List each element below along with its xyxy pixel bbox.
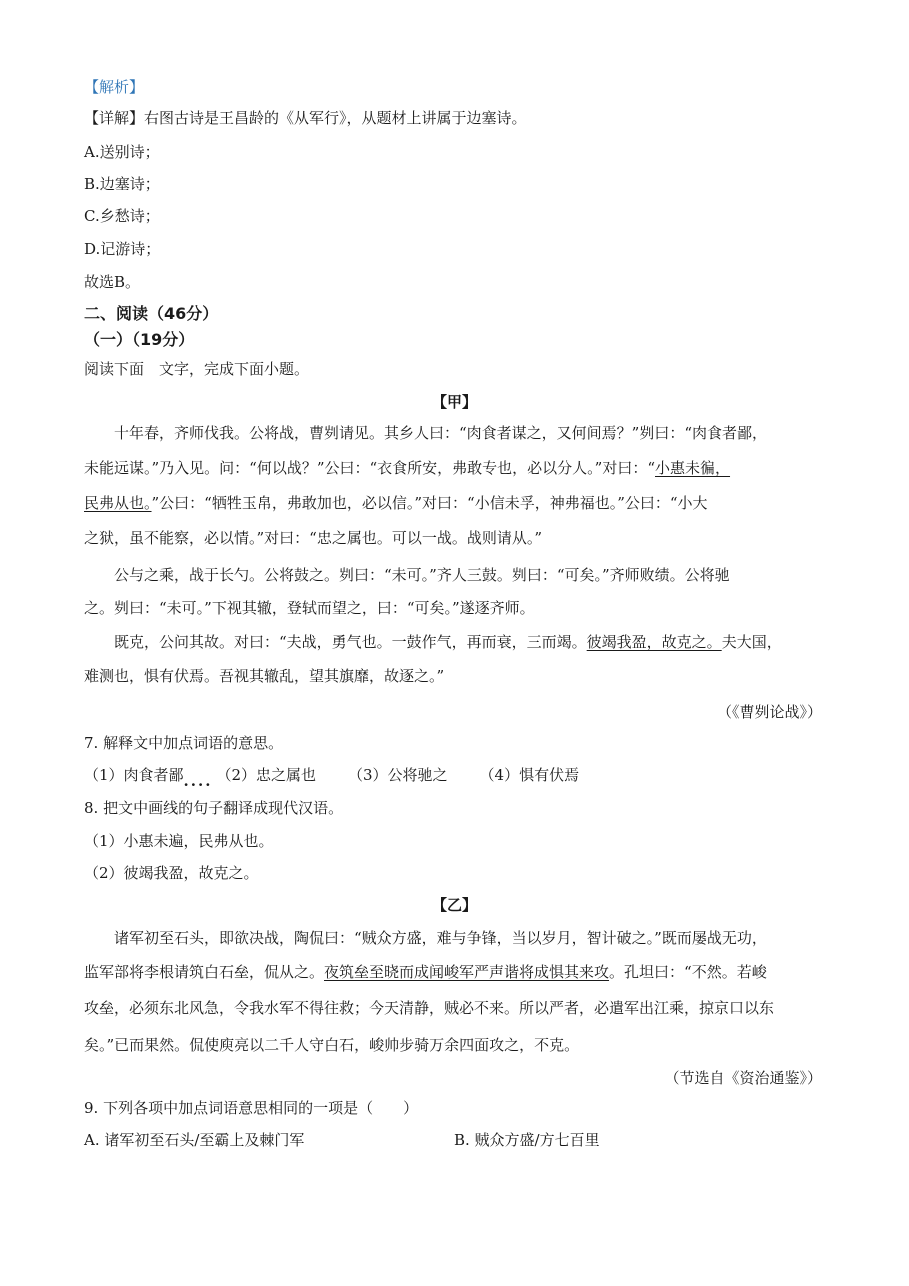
q7-item-3: （3）公将驰之	[347, 766, 448, 784]
q9-option-a: A. 诸军初至石头/至霸上及棘门军	[84, 1131, 305, 1149]
section-subtitle: （一）（19分）	[84, 330, 195, 349]
jia-line-7	[84, 632, 826, 652]
jia-line-7-text: 既克，公问其故。对曰：“夫战，勇气也。一鼓作气，再而衰，三而竭。	[114, 633, 587, 651]
option-b: B.边塞诗；	[84, 175, 160, 193]
answer: 故选B。	[84, 273, 141, 291]
q7-item-4: （4）惧有伏焉	[479, 766, 580, 784]
jia-line-4: 之狱，虽不能察，必以情。”对曰：“忠之属也。可以一战。战则请从。”	[84, 529, 543, 547]
option-c: C.乡愁诗；	[84, 207, 160, 225]
q9-option-b: B. 贼众方盛/方七百里	[454, 1131, 600, 1149]
passage-jia-label: 【甲】	[431, 393, 477, 411]
jia-line-2	[84, 458, 826, 478]
q7-item-2: （2）忠之属也	[216, 766, 316, 784]
section-title: 二、阅读（46分）	[84, 304, 219, 323]
q8-stem: 8. 把文中画线的句子翻译成现代汉语。	[84, 799, 344, 817]
q9-stem: 9. 下列各项中加点词语意思相同的一项是（ ）	[84, 1099, 419, 1117]
underlined-sentence-1b: 民弗从也。	[84, 494, 152, 512]
q7-items	[84, 765, 580, 790]
q7-item-1: （1）肉食者鄙	[84, 766, 184, 784]
jia-line-3-text: ”公曰：“牺牲玉帛，弗敢加也，必以信。”对曰：“小信未孚，神弗福也。”公曰：“小大	[151, 494, 708, 512]
emphasis-dots: ....	[183, 772, 213, 790]
option-d: D.记游诗；	[84, 240, 161, 258]
detail-text: 右图古诗是王昌龄的《从军行》，从题材上讲属于边塞诗。	[144, 109, 527, 127]
jia-line-7-tail: 夫大国，	[721, 633, 782, 651]
yi-source: （节选自《资治通鉴》）	[664, 1069, 822, 1087]
jia-line-2-text: 未能远谋。”乃入见。问：“何以战？”公曰：“衣食所安，弗敢专也，必以分人。”对曰：“	[84, 459, 656, 477]
jia-source: （《曹刿论战》）	[716, 703, 822, 721]
q8-item-2: （2）彼竭我盈，故克之。	[84, 864, 259, 882]
underlined-sentence-2: 彼竭我盈，故克之。	[586, 633, 722, 651]
q8-item-1: （1）小惠未遍，民弗从也。	[84, 832, 274, 850]
jia-line-6: 之。刿曰：“未可。”下视其辙，登轼而望之，曰：“可矣。”遂逐齐师。	[84, 599, 535, 617]
underlined-sentence-1a: 小惠未徧，	[655, 459, 731, 477]
analysis-detail	[84, 108, 527, 128]
yi-line-2-text: 监军部将李根请筑白石垒，侃从之。	[84, 963, 325, 981]
analysis-tag: 【解析】	[84, 78, 145, 96]
yi-line-2-tail: 。孔坦曰：“不然。若峻	[609, 963, 767, 981]
passage-yi-label: 【乙】	[431, 896, 477, 914]
jia-line-8: 难测也，惧有伏焉。吾视其辙乱，望其旗靡，故逐之。”	[84, 667, 445, 685]
underlined-sentence-3: 夜筑垒至晓而成闻峻军严声谐将成惧其来攻	[324, 963, 610, 981]
jia-line-5: 公与之乘，战于长勺。公将鼓之。刿曰：“未可。”齐人三鼓。刿曰：“可矣。”齐师败绩。公将驰	[114, 566, 730, 584]
yi-line-4: 矣。”已而果然。侃使庾亮以二千人守白石，峻帅步骑万余四面攻之，不克。	[84, 1036, 580, 1054]
detail-tag: 【详解】	[84, 109, 145, 127]
yi-line-3: 攻垒，必须东北风急，令我水军不得往救；今天清静，贼必不来。所以严者，必遣军出江乘，掠京口以东	[84, 999, 775, 1017]
yi-line-1: 诸军初至石头，即欲决战，陶侃曰：“贼众方盛，难与争锋，当以岁月，智计破之。”既而屡战无功，	[114, 929, 767, 947]
section-instruction: 阅读下面 文字，完成下面小题。	[84, 360, 310, 378]
yi-line-2	[84, 962, 826, 982]
jia-line-3	[84, 493, 826, 513]
jia-line-1: 十年春，齐师伐我。公将战，曹刿请见。其乡人曰：“肉食者谋之，又何间焉？”刿曰：“肉食者鄙，	[114, 424, 768, 442]
q7-stem: 7. 解释文中加点词语的意思。	[84, 734, 284, 752]
option-a: A.送别诗；	[84, 143, 160, 161]
